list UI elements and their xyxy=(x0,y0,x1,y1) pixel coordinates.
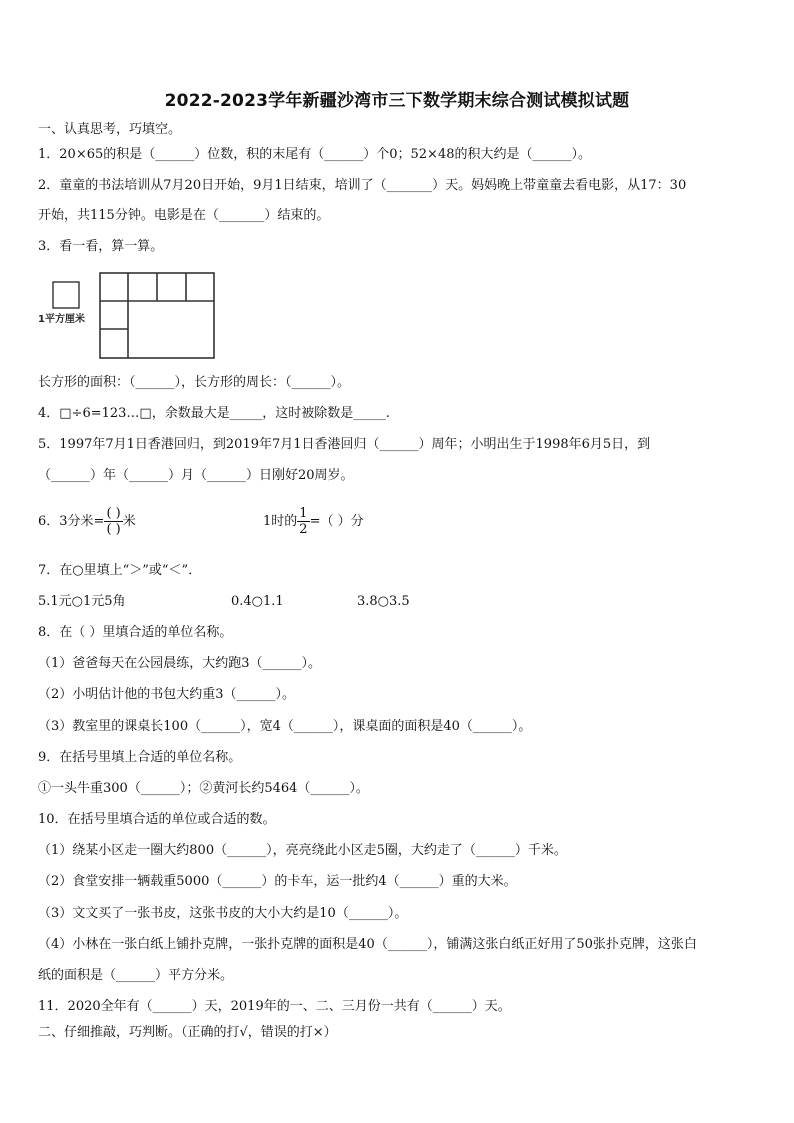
question-10-part-3: （3）文文买了一张书皮，这张书皮的大小大约是10（______）。 xyxy=(38,906,408,921)
question-7-item-3: 3.8○3.5 xyxy=(357,594,410,609)
question-9: 9．在括号里填上合适的单位名称。 xyxy=(38,750,242,765)
q6-right-suffix: =（ ）分 xyxy=(309,514,364,529)
q6-right-denominator: 2 xyxy=(299,522,308,537)
q6-right-fraction xyxy=(297,506,309,537)
section-1-heading: 一、认真思考，巧填空。 xyxy=(38,122,182,137)
question-11: 11．2020全年有（______）天，2019年的一、二、三月份一共有（______）天。 xyxy=(38,999,511,1014)
question-4: 4．□÷6=123…□，余数最大是_____，这时被除数是_____. xyxy=(38,406,390,421)
question-10: 10．在括号里填合适的单位或合适的数。 xyxy=(38,812,276,827)
q6-left-fraction xyxy=(104,506,122,537)
question-3-figure xyxy=(36,270,226,362)
question-5-line-1: 5．1997年7月1日香港回归，到2019年7月1日香港回归（______）周年；小明出生于1998年6月5日，到 xyxy=(38,437,651,452)
q6-left-numerator: ( ) xyxy=(106,506,121,521)
question-10-part-4-line-2: 纸的面积是（______）平方分米。 xyxy=(38,968,234,983)
question-7: 7．在○里填上“＞”或“＜”． xyxy=(38,563,202,578)
q6-left-denominator: ( ) xyxy=(106,522,121,537)
question-7-item-2: 0.4○1.1 xyxy=(231,594,284,609)
question-10-part-4-line-1: （4）小林在一张白纸上铺扑克牌，一张扑克牌的面积是40（______），铺满这张白纸正好用了50张扑克牌，这张白 xyxy=(38,937,697,952)
question-8-part-3: （3）教室里的课桌长100（______），宽4（______），课桌面的面积是40（______）。 xyxy=(38,719,532,734)
question-9-parts: ①一头牛重300（______）；②黄河长约5464（______）。 xyxy=(38,781,369,796)
section-2-heading: 二、仔细推敲，巧判断。（正确的打√，错误的打×） xyxy=(38,1025,337,1040)
q6-left-prefix: 6．3分米= xyxy=(38,514,105,529)
question-3: 3．看一看，算一算。 xyxy=(38,239,164,254)
question-10-part-2: （2）食堂安排一辆载重5000（______）的卡车，运一批约4（______）重的大米。 xyxy=(38,874,517,889)
question-7-item-1: 5.1元○1元5角 xyxy=(38,594,126,609)
unit-square-label: 1平方厘米 xyxy=(38,314,85,325)
question-6-left xyxy=(38,498,136,546)
question-8-part-2: （2）小明估计他的书包大约重3（______）。 xyxy=(38,687,296,702)
question-8: 8．在（ ）里填合适的单位名称。 xyxy=(38,625,233,640)
unit-square xyxy=(53,282,79,308)
question-3-answer: 长方形的面积：（______），长方形的周长：（______）。 xyxy=(38,375,351,390)
question-5-line-2: （______）年（______）月（______）日刚好20周岁。 xyxy=(38,468,354,483)
question-8-part-1: （1）爸爸每天在公园晨练，大约跑3（______）。 xyxy=(38,656,322,671)
page-title: 2022-2023学年新疆沙湾市三下数学期末综合测试模拟试题 xyxy=(164,91,630,111)
question-6-right xyxy=(263,498,364,546)
question-1: 1．20×65的积是（______）位数，积的末尾有（______）个0；52×48的积大约是（______）。 xyxy=(38,147,591,162)
question-2-line-2: 开始，共115分钟。电影是在（_______）结束的。 xyxy=(38,208,330,223)
q6-right-prefix: 1时的 xyxy=(263,514,298,529)
q6-left-suffix: 米 xyxy=(122,514,136,529)
question-2-line-1: 2．童童的书法培训从7月20日开始，9月1日结束，培训了（_______）天。妈妈晚上带童童去看电影，从17：30 xyxy=(38,178,687,193)
rectangle-grid xyxy=(100,273,214,358)
question-10-part-1: （1）绕某小区走一圈大约800（______），亮亮绕此小区走5圈，大约走了（______）千米。 xyxy=(38,843,567,858)
q6-right-numerator: 1 xyxy=(299,506,308,521)
